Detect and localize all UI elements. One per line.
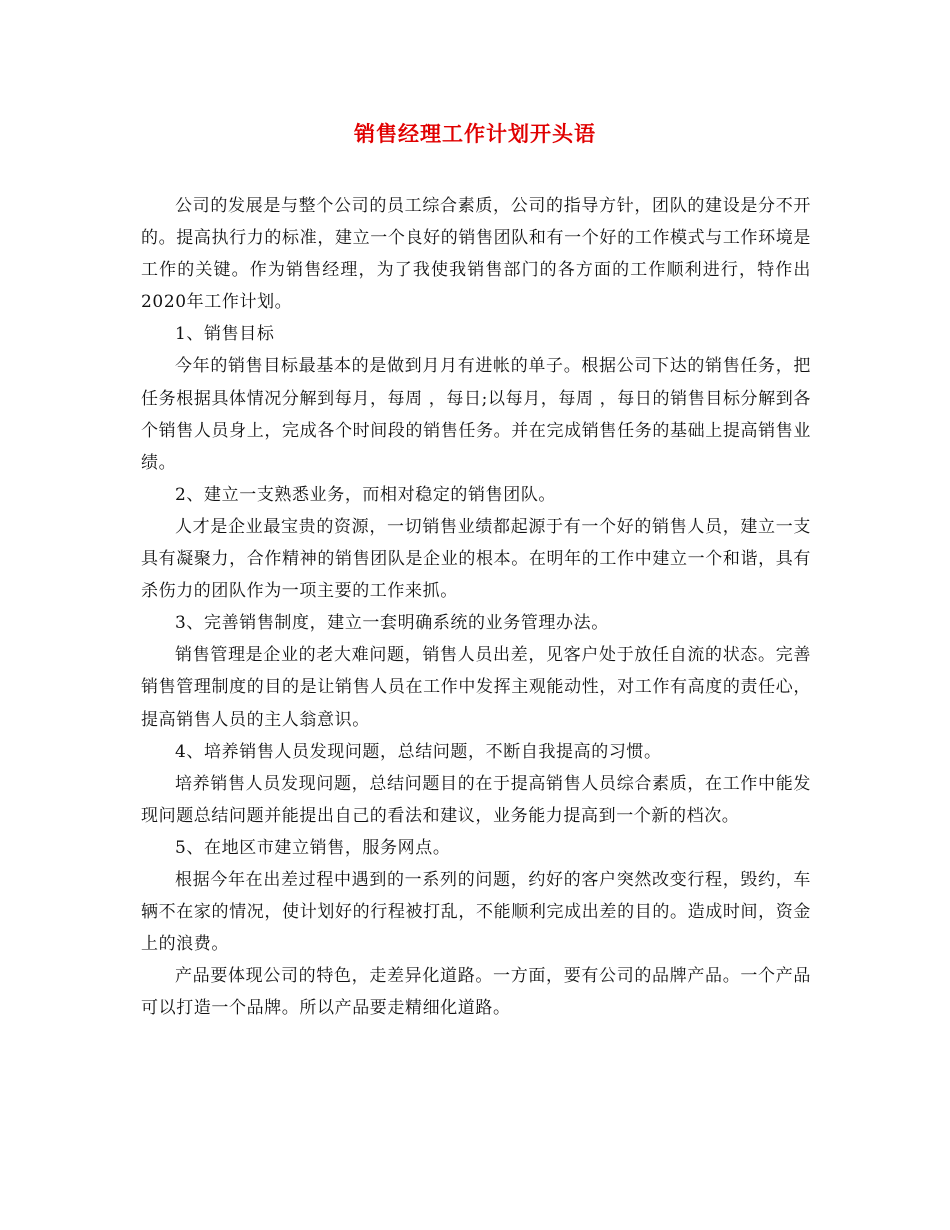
section-heading-2: 2、建立一支熟悉业务，而相对稳定的销售团队。 bbox=[175, 484, 557, 505]
document-body bbox=[141, 190, 811, 1024]
paragraph-3: 销售管理是企业的老大难问题，销售人员出差，见客户处于放任自流的状态。完善销售管理制度的目的是让销售人员在工作中发挥主观能动性，对工作有高度的责任心，提高销售人员的主人翁意识。 bbox=[141, 645, 811, 730]
section-heading-4: 4、培养销售人员发现问题，总结问题，不断自我提高的习惯。 bbox=[175, 741, 662, 762]
document-title: 销售经理工作计划开头语 bbox=[354, 122, 596, 146]
paragraph-1: 今年的销售目标最基本的是做到月月有进帐的单子。根据公司下达的销售任务，把任务根据具体情况分解到每月，每周 ，每日;以每月，每周 ，每日的销售目标分解到各个销售人员身上，完成各个时间段的销售任务。并在完成销售任务的基础上提高销售业绩。 bbox=[141, 356, 811, 473]
section-heading-3: 3、完善销售制度，建立一套明确系统的业务管理办法。 bbox=[175, 613, 609, 634]
paragraph-intro: 公司的发展是与整个公司的员工综合素质，公司的指导方针，团队的建设是分不开的。提高执行力的标准，建立一个良好的销售团队和有一个好的工作模式与工作环境是工作的关键。作为销售经理，为了我使我销售部门的各方面的工作顺利进行，特作出2020年工作计划。 bbox=[141, 196, 811, 313]
paragraph-6: 产品要体现公司的特色，走差异化道路。一方面，要有公司的品牌产品。一个产品可以打造一个品牌。所以产品要走精细化道路。 bbox=[141, 966, 811, 1019]
paragraph-5: 根据今年在出差过程中遇到的一系列的问题，约好的客户突然改变行程，毁约，车辆不在家的情况，使计划好的行程被打乱，不能顺利完成出差的目的。造成时间，资金上的浪费。 bbox=[141, 869, 811, 955]
section-heading-1: 1、销售目标 bbox=[175, 324, 275, 345]
paragraph-4: 培养销售人员发现问题，总结问题目的在于提高销售人员综合素质，在工作中能发现问题总结问题并能提出自己的看法和建议，业务能力提高到一个新的档次。 bbox=[141, 773, 811, 826]
section-heading-5: 5、在地区市建立销售，服务网点。 bbox=[175, 837, 451, 858]
paragraph-2: 人才是企业最宝贵的资源，一切销售业绩都起源于有一个好的销售人员，建立一支具有凝聚力，合作精神的销售团队是企业的根本。在明年的工作中建立一个和谐，具有杀伤力的团队作为一项主要的工作来抓。 bbox=[141, 516, 811, 602]
